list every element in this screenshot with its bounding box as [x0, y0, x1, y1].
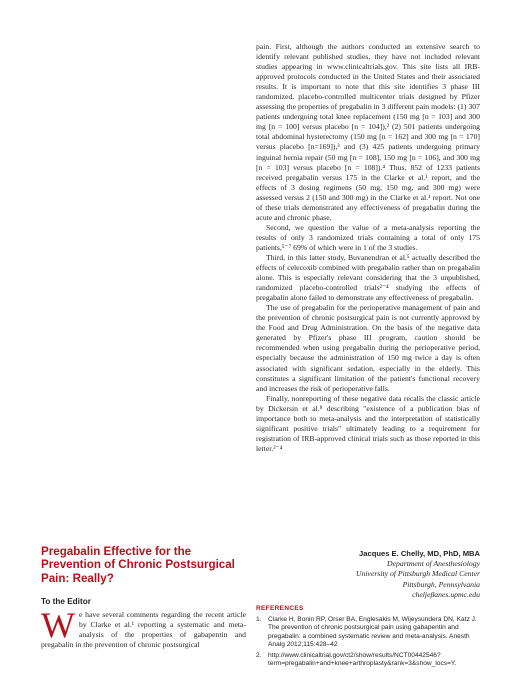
paragraph-4: The use of pregabalin for the perioperative management of pain and the prevention of chronic postsurgical pain is not currently approved by the Food and Drug Administration. On the basis of the negative data generated by Pfizer's phase III program, caution should be recommended when using pregabalin during the perioperative period, especially because the administration of 150 mg twice a day is often associated with significant sedation, especially in the elderly. This constitutes a significant limitation of the patient's functional recovery and increases the risk of perioperative falls.: [256, 303, 480, 393]
right-column-text: [256, 42, 480, 454]
reference-item: [256, 616, 480, 650]
reference-number: 2.: [256, 651, 262, 659]
letter-title: Pregabalin Effective for the Prevention of Chronic Postsurgical Pain: Really?: [41, 545, 235, 585]
author-email[interactable]: cheljeβanes.upmc.edu: [412, 589, 480, 599]
references-heading: REFERENCES: [256, 605, 304, 612]
reference-link[interactable]: http://www.clinicaltrial.gov/ct2/show/results/NCT00442546?term=pregabalin+and+knee+arthroplasty&rank=3&show_locs=Y.: [268, 651, 457, 668]
references-list: [256, 616, 480, 670]
drop-cap: W: [41, 605, 75, 645]
reference-text: Clarke H, Bonin RP, Orser BA, Englesakis M, Wijeysundera DN, Katz J. The prevention of chronic postsurgical pain using gabapentin and pregabalin: a combined systematic review and meta-analysis. Anesth Analg 2012;115:428–42: [268, 616, 477, 649]
paragraph-2: Second, we question the value of a meta-analysis reporting the results of only 3 randomized trials containing a total of only 175 patients,⁵⁻⁷ 69% of which were in 1 of the 3 studies.: [256, 222, 480, 252]
letter-opening: e have several comments regarding the recent article by Clarke et al.¹ reporting a systematic and meta-analysis of the properties of gabapentin and pregabalin in the prevention of chronic postsurgical: [41, 610, 246, 650]
letter-subhead: To the Editor: [41, 597, 91, 606]
paragraph-1: pain. First, although the authors conducted an extensive search to identify relevant published studies, they have not included relevant studies appearing in www.clinicaltrials.gov. This site lists all IRB-approved protocols conducted in the United States and their associated results. It is important to note that this site identifies 3 phase III randomized, placebo-controlled multicenter trials designed by Pfizer assessing the properties of pregabalin in 3 different pain models: (1) 307 patients undergoing total knee replacement (150 mg [n = 103] and 300 mg [n = 100] versus placebo [n = 104]),² (2) 501 patients undergoing total abdominal hysterectomy (150 mg [n = 162] and 300 mg [n = 170] versus placebo [n=169]),³ and (3) 425 patients undergoing primary inguinal hernia repair (50 mg [n = 108], 150 mg [n = 106], and 300 mg [n = 103] versus placebo [n = 108]).⁴ Thus, 852 of 1233 patients received pregabalin versus 175 in the Clarke et al.¹ report, and the effects of 3 dosing regimens (50 mg, 150 mg, and 300 mg) were assessed versus 2 (150 and 300 mg) in the Clarke et al.¹ report. Not one of these trials demonstrated any effectiveness of pregabalin during the acute and chronic phase.: [256, 42, 480, 222]
reference-number: 1.: [256, 616, 262, 623]
author-signature: [256, 549, 480, 600]
author-city: Pittsburgh, Pennsylvania: [402, 579, 480, 589]
author-university: University of Pittsburgh Medical Center: [356, 569, 480, 579]
author-department: Department of Anesthesiology: [387, 559, 480, 569]
letter-body: [41, 605, 246, 650]
reference-item: [256, 652, 480, 669]
paragraph-3: Third, in this latter study, Buvanendran et al.⁵ actually described the effects of celecoxib combined with pregabalin rather than on pregabalin alone. This is especially relevant considering that the 3 unpublished, randomized placebo-controlled trials²⁻⁴ studying the effects of pregabalin alone failed to demonstrate any effectiveness of pregabalin.: [256, 252, 480, 303]
author-name: Jacques E. Chelly, MD, PhD, MBA: [359, 549, 480, 558]
paragraph-5: Finally, nonreporting of these negative data recalls the classic article by Dickersin et al.⁸ describing "existence of a publication bias of importance both to meta-analysis and the interpretation of statistically significant positive trials" ultimately leading to a requirement for registration of IRB-approved clinical trials such as those reported in this letter.²⁻⁴: [256, 393, 480, 453]
